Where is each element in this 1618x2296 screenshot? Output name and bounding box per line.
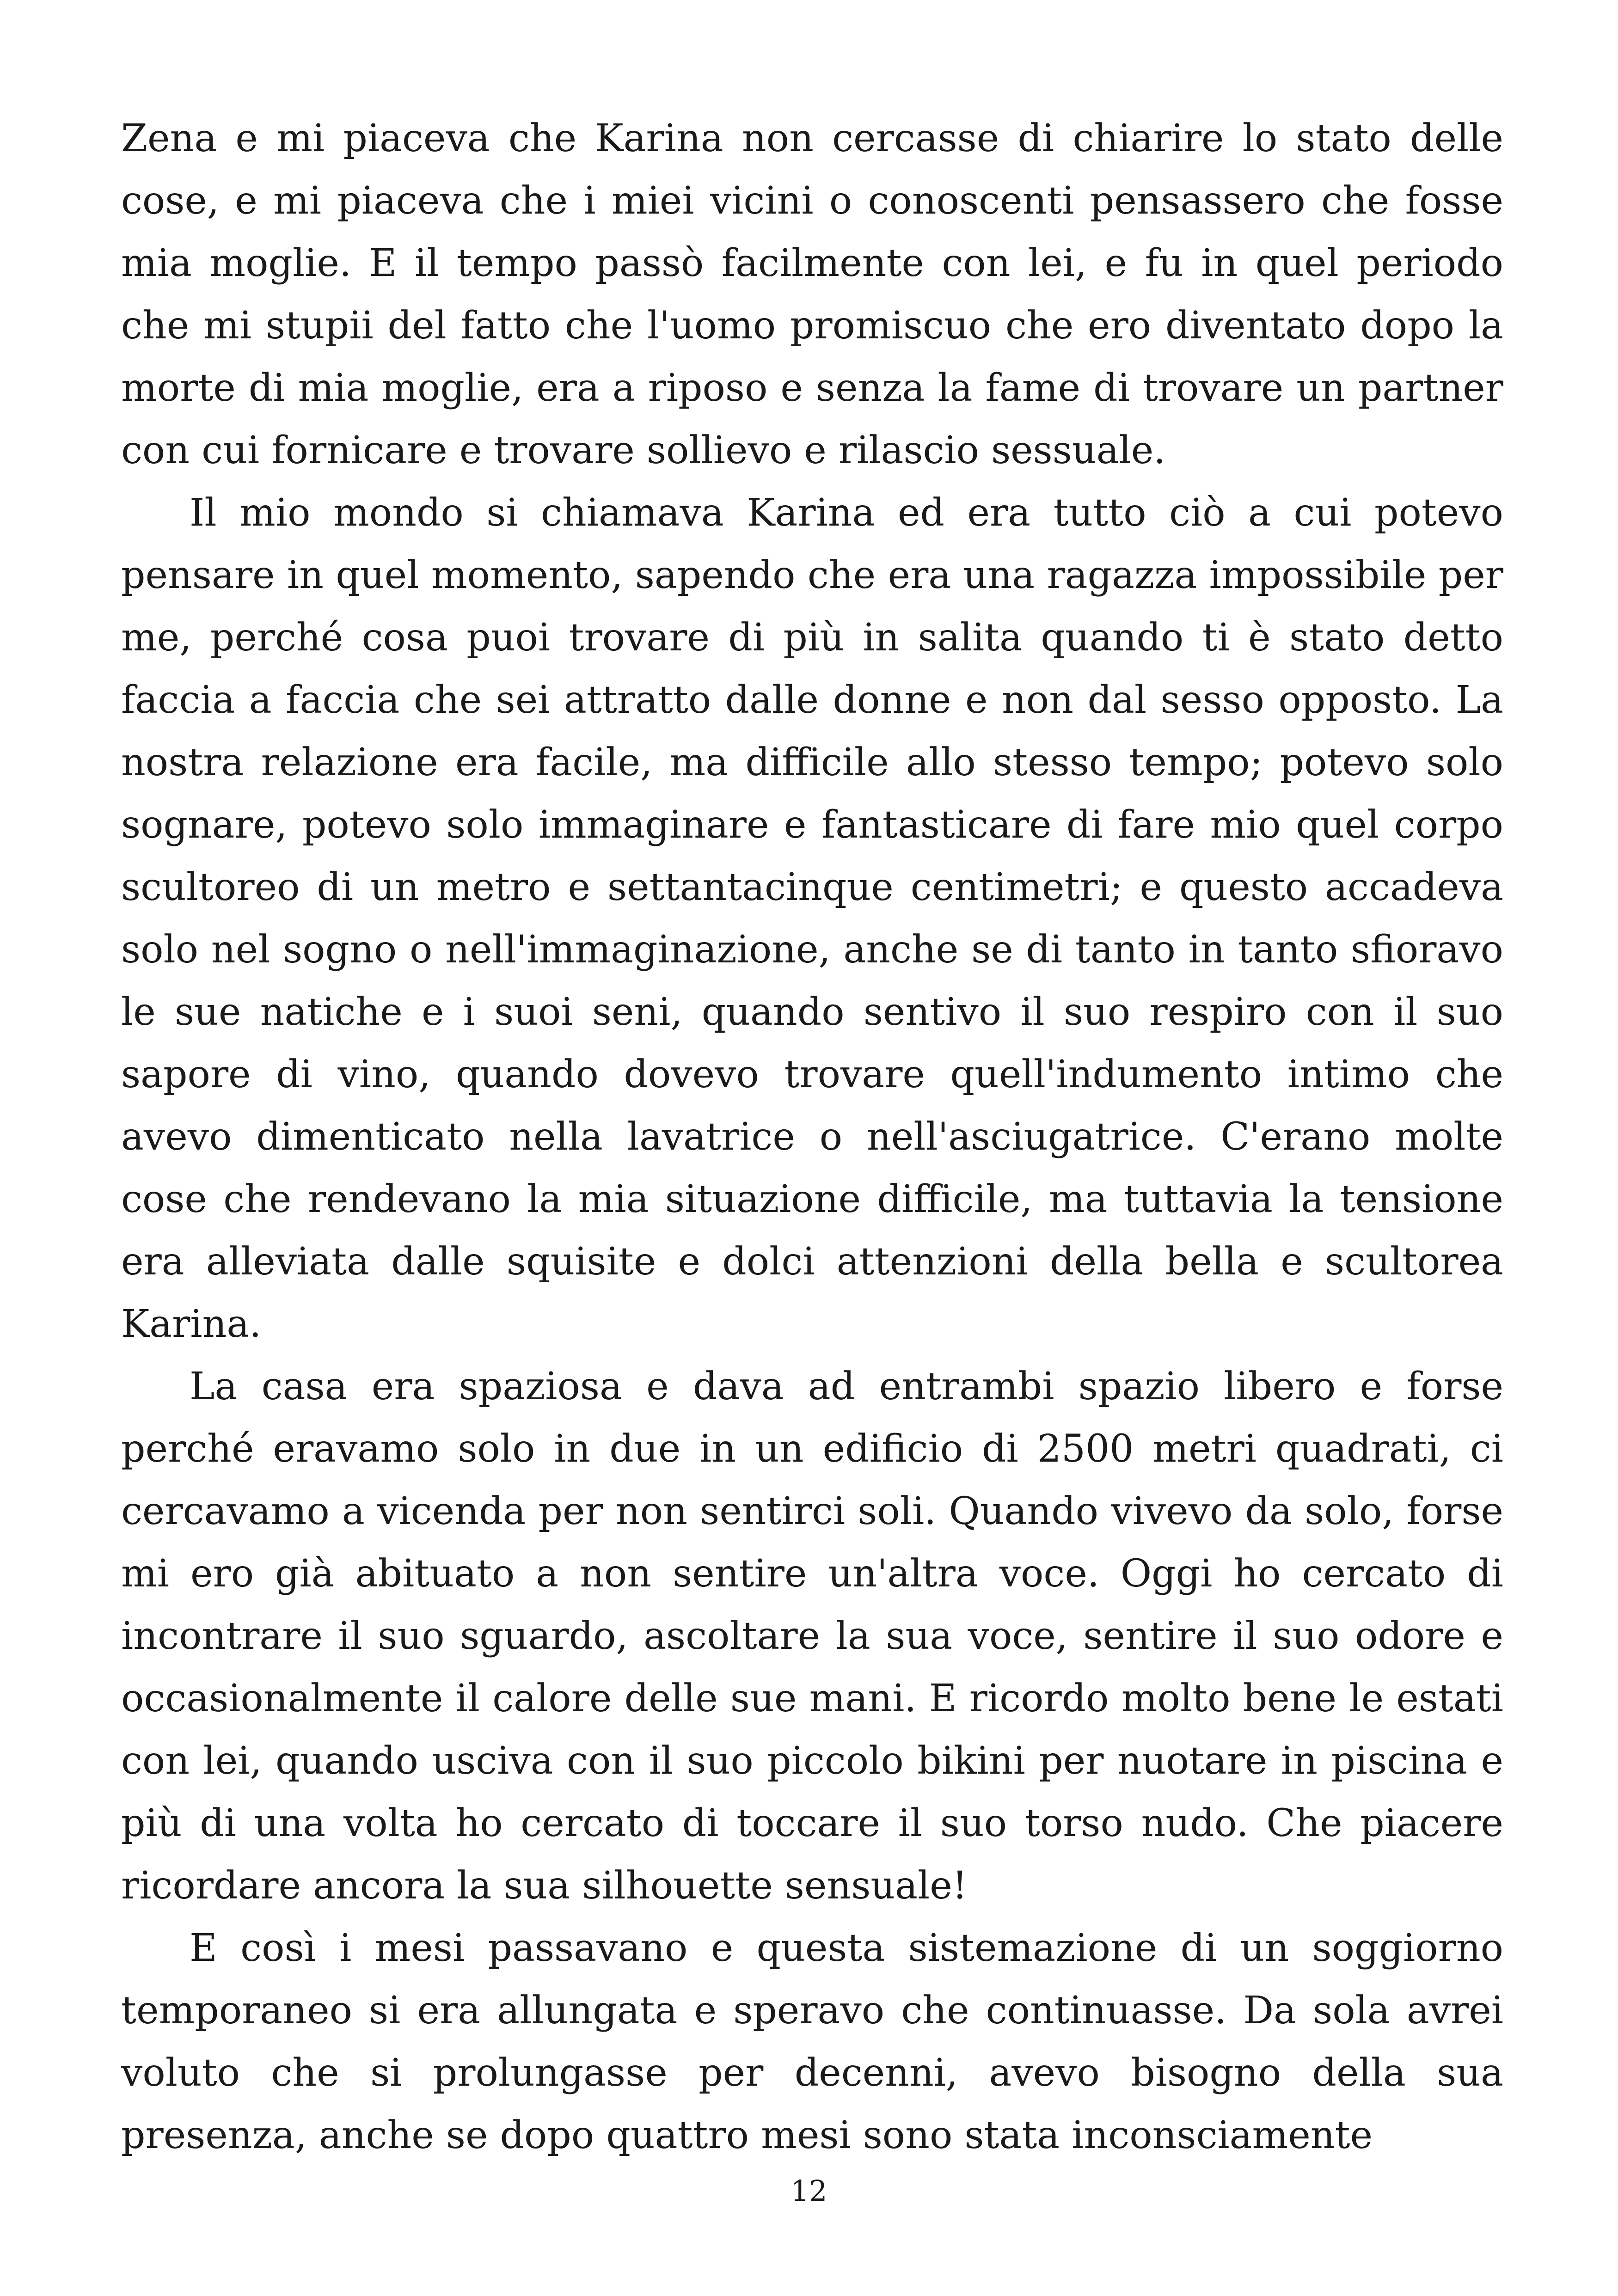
paragraph: La casa era spaziosa e dava ad entrambi spazio libero e forse perché eravamo solo in due in un edificio di 2500 metri quadrati, ci cercavamo a vicenda per non sentirci soli. Quando vivevo da solo, forse mi ero già abituato a non sentire un'altra voce. Oggi ho cercato di incontrare il suo sguardo, ascoltare la sua voce, sentire il suo odore e occasionalmente il calore delle sue mani. E ricordo molto bene le estati con lei, quando usciva con il suo piccolo bikini per nuotare in piscina e più di una volta ho cercato di toccare il suo torso nudo. Che piacere ricordare ancora la sua silhouette sensuale! [121, 1365, 1503, 1908]
paragraph: Il mio mondo si chiamava Karina ed era tutto ciò a cui potevo pensare in quel momento, sapendo che era una ragazza impossibile per me, perché cosa puoi trovare di più in salita quando ti è stato detto faccia a faccia che sei attratto dalle donne e non dal sesso opposto. La nostra relazione era facile, ma difficile allo stesso tempo; potevo solo sognare, potevo solo immaginare e fantasticare di fare mio quel corpo scultoreo di un metro e settantacinque centimetri; e questo accadeva solo nel sogno o nell'immaginazione, anche se di tanto in tanto sfioravo le sue natiche e i suoi seni, quando sentivo il suo respiro con il suo sapore di vino, quando dovevo trovare quell'indumento intimo che avevo dimenticato nella lavatrice o nell'asciugatrice. C'erano molte cose che rendevano la mia situazione difficile, ma tuttavia la tensione era alleviata dalle squisite e dolci attenzioni della bella e scultorea Karina. [121, 491, 1503, 1346]
page-number: 12 [791, 2174, 827, 2208]
paragraph: Zena e mi piaceva che Karina non cercasse di chiarire lo stato delle cose, e mi piaceva che i miei vicini o conoscenti pensassero che fosse mia moglie. E il tempo passò facilmente con lei, e fu in quel periodo che mi stupii del fatto che l'uomo promiscuo che ero diventato dopo la morte di mia moglie, era a riposo e senza la fame di trovare un partner con cui fornicare e trovare sollievo e rilascio sessuale. [121, 116, 1503, 472]
body-text [121, 107, 1503, 2167]
paragraph: E così i mesi passavano e questa sistemazione di un soggiorno temporaneo si era allungata e speravo che continuasse. Da sola avrei voluto che si prolungasse per decenni, avevo bisogno della sua presenza, anche se dopo quattro mesi sono stata inconsciamente [121, 1926, 1503, 2157]
